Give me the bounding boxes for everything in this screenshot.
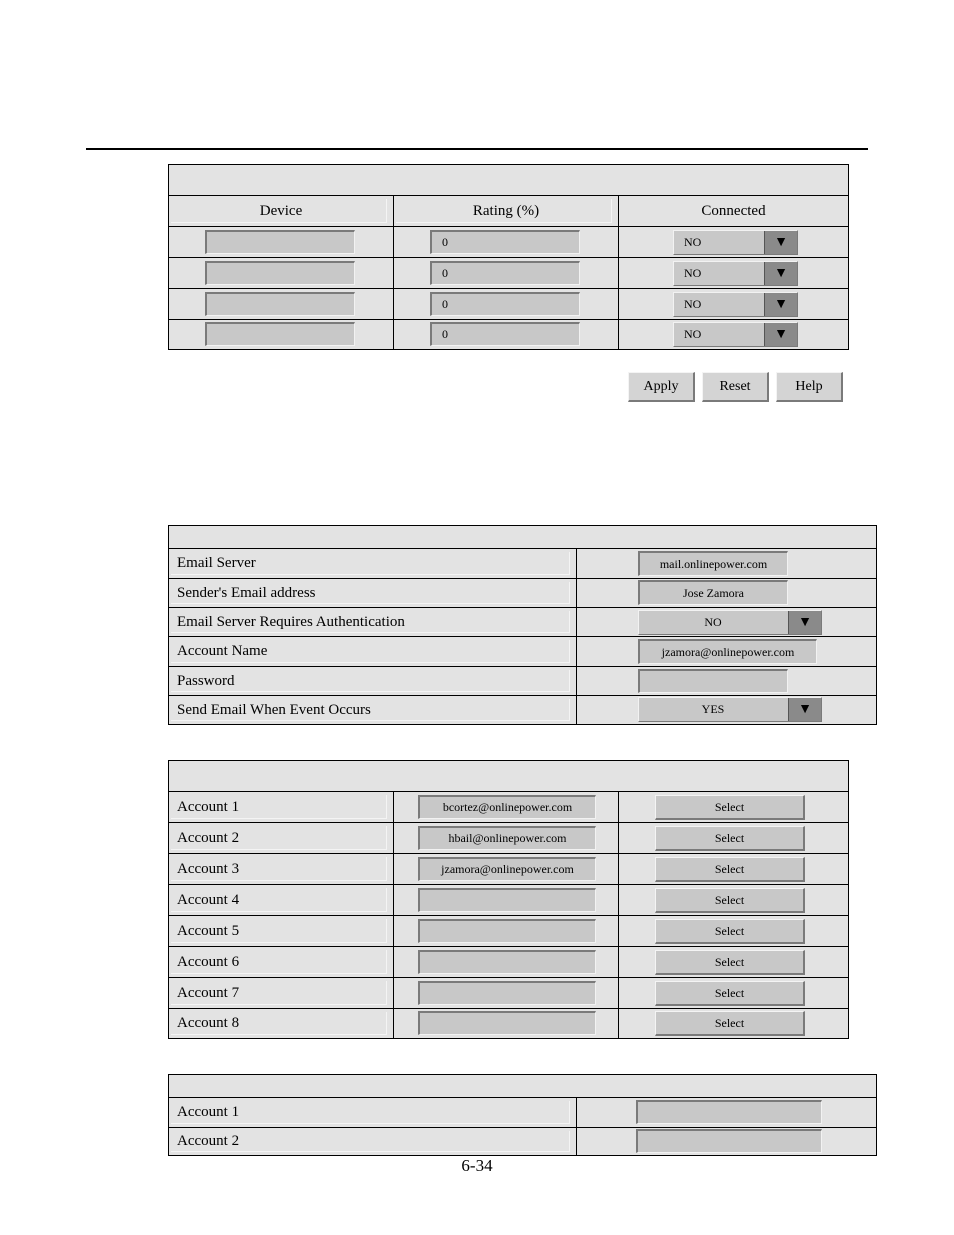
- help-button[interactable]: Help: [776, 372, 843, 402]
- apply-button[interactable]: Apply: [628, 372, 695, 402]
- email-server-input[interactable]: mail.onlinepower.com: [638, 551, 788, 576]
- email-account-row: Account 2 hbail@onlinepower.com Select: [169, 823, 848, 854]
- extra-account-input[interactable]: [636, 1129, 822, 1153]
- device-connected-select[interactable]: NO ▼: [673, 261, 798, 286]
- email-account-input[interactable]: [418, 888, 596, 912]
- email-account-input[interactable]: bcortez@onlinepower.com: [418, 795, 596, 819]
- reset-button[interactable]: Reset: [702, 372, 769, 402]
- email-accounts-table: [168, 760, 849, 1039]
- dropdown-arrow-icon[interactable]: ▼: [764, 323, 797, 346]
- email-account-row: Account 6 Select: [169, 947, 848, 978]
- sender-email-input[interactable]: Jose Zamora: [638, 580, 788, 605]
- password-label: Password: [177, 672, 235, 689]
- devices-header-row: [169, 196, 848, 227]
- email-account-row: Account 5 Select: [169, 916, 848, 947]
- account-name-input[interactable]: jzamora@onlinepower.com: [638, 639, 817, 664]
- email-account-row: Account 1 bcortez@onlinepower.com Select: [169, 792, 848, 823]
- extra-accounts-table: [168, 1074, 877, 1156]
- extra-accounts-title-bar: [169, 1075, 876, 1098]
- email-setting-row: [169, 637, 876, 667]
- rating-column-header: Rating (%): [472, 202, 540, 219]
- device-name-input[interactable]: [205, 230, 355, 254]
- connected-column-header: Connected: [701, 202, 766, 219]
- device-rating-input[interactable]: 0: [430, 261, 580, 285]
- devices-title-bar: [169, 165, 848, 196]
- email-settings-title-bar: [169, 526, 876, 549]
- header-rule: [86, 148, 868, 150]
- select-button[interactable]: Select: [655, 919, 805, 944]
- device-column-header: Device: [259, 202, 303, 219]
- select-button[interactable]: Select: [655, 826, 805, 851]
- email-accounts-title-bar: [169, 761, 848, 792]
- email-account-input[interactable]: [418, 981, 596, 1005]
- device-row: [169, 258, 848, 289]
- email-settings-table: [168, 525, 877, 725]
- email-account-input[interactable]: [418, 919, 596, 943]
- dropdown-arrow-icon[interactable]: ▼: [764, 231, 797, 254]
- auth-required-select[interactable]: NO ▼: [638, 610, 822, 635]
- device-connected-select[interactable]: NO ▼: [673, 230, 798, 255]
- dropdown-arrow-icon[interactable]: ▼: [764, 293, 797, 316]
- extra-account-input[interactable]: [636, 1100, 822, 1124]
- email-account-row: Account 8 Select: [169, 1009, 848, 1038]
- email-account-input[interactable]: jzamora@onlinepower.com: [418, 857, 596, 881]
- sender-email-label: Sender's Email address: [177, 584, 316, 601]
- page-number: 6-34: [461, 1156, 493, 1175]
- email-account-row: Account 3 jzamora@onlinepower.com Select: [169, 854, 848, 885]
- select-button[interactable]: Select: [655, 888, 805, 913]
- send-email-on-event-select[interactable]: YES ▼: [638, 697, 822, 722]
- email-account-input[interactable]: [418, 950, 596, 974]
- email-setting-row: [169, 608, 876, 637]
- select-button[interactable]: Select: [655, 857, 805, 882]
- select-button[interactable]: Select: [655, 795, 805, 820]
- device-row: [169, 289, 848, 320]
- email-setting-row: [169, 667, 876, 696]
- device-row: [169, 227, 848, 258]
- dropdown-arrow-icon[interactable]: ▼: [788, 698, 821, 721]
- email-setting-row: [169, 549, 876, 579]
- select-button[interactable]: Select: [655, 981, 805, 1006]
- auth-required-label: Email Server Requires Authentication: [177, 613, 405, 630]
- account-name-label: Account Name: [177, 643, 268, 659]
- device-name-input[interactable]: [205, 292, 355, 316]
- device-rating-input[interactable]: 0: [430, 292, 580, 316]
- email-account-input[interactable]: [418, 1011, 596, 1035]
- email-account-row: Account 7 Select: [169, 978, 848, 1009]
- devices-table: [168, 164, 849, 350]
- email-account-input[interactable]: hbail@onlinepower.com: [418, 826, 596, 850]
- device-rating-input[interactable]: 0: [430, 230, 580, 254]
- email-server-label: Email Server: [177, 555, 256, 571]
- device-connected-select[interactable]: NO ▼: [673, 292, 798, 317]
- email-account-row: Account 4 Select: [169, 885, 848, 916]
- device-name-input[interactable]: [205, 322, 355, 346]
- dropdown-arrow-icon[interactable]: ▼: [788, 611, 821, 634]
- device-row: [169, 320, 848, 349]
- device-name-input[interactable]: [205, 261, 355, 285]
- extra-account-row: Account 2: [169, 1128, 876, 1155]
- device-rating-input[interactable]: 0: [430, 322, 580, 346]
- device-connected-select[interactable]: NO ▼: [673, 322, 798, 347]
- select-button[interactable]: Select: [655, 1011, 805, 1036]
- send-email-on-event-label: Send Email When Event Occurs: [177, 701, 371, 718]
- email-setting-row: [169, 696, 876, 724]
- password-input[interactable]: [638, 669, 788, 693]
- dropdown-arrow-icon[interactable]: ▼: [764, 262, 797, 285]
- extra-account-row: Account 1: [169, 1098, 876, 1128]
- email-setting-row: [169, 579, 876, 608]
- select-button[interactable]: Select: [655, 950, 805, 975]
